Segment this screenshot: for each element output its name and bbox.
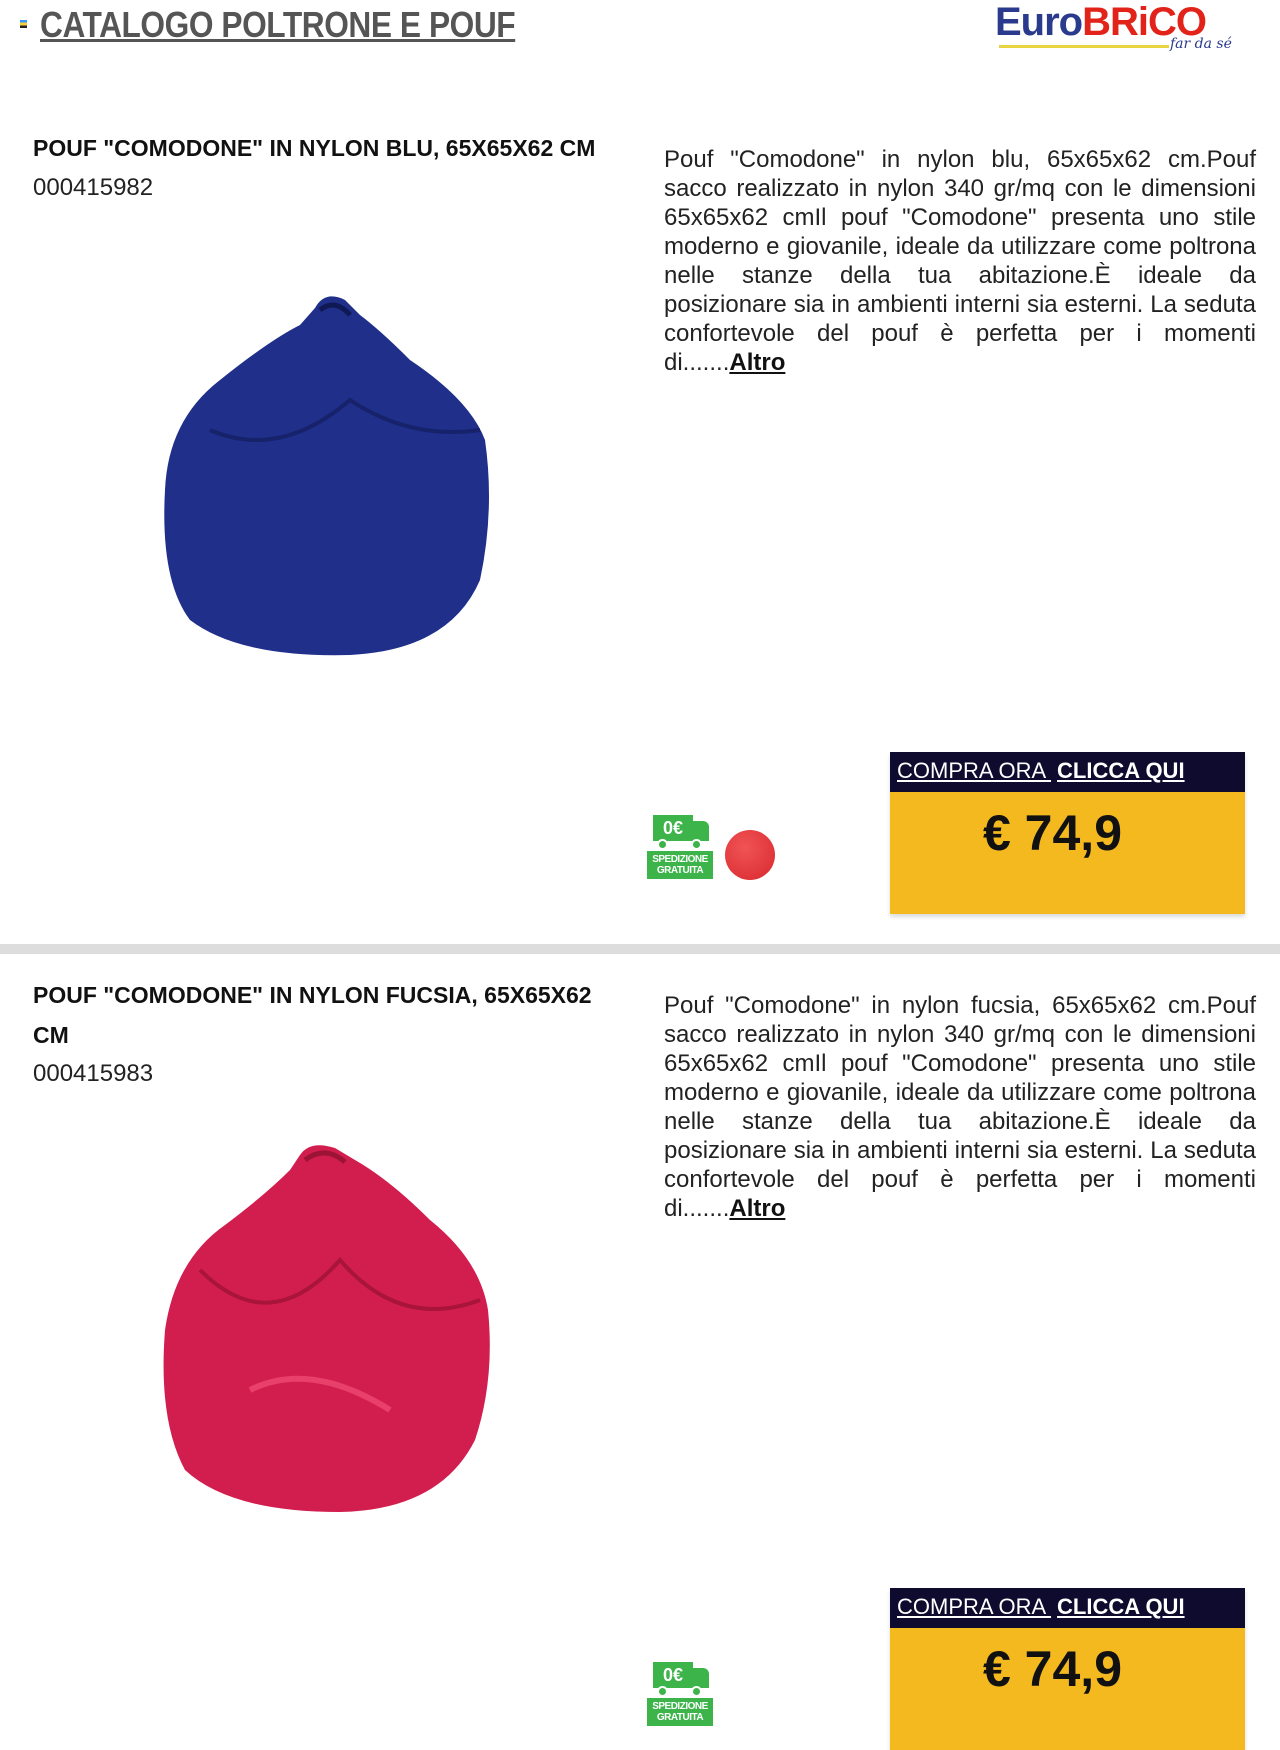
product-title: POUF "COMODONE" IN NYLON BLU, 65X65X62 CM (33, 135, 596, 161)
logo-euro: Euro (995, 0, 1083, 44)
ship-label: SPEDIZIONE GRATUITA (647, 851, 713, 879)
color-marker (20, 20, 27, 28)
product-code: 000415982 (33, 174, 154, 201)
more-link[interactable]: Altro (729, 349, 786, 376)
more-link[interactable]: Altro (729, 1195, 786, 1222)
page-title[interactable]: CATALOGO POLTRONE E POUF (40, 4, 516, 45)
logo-tagline: far da sé (1170, 36, 1232, 52)
price: € 74,9 (982, 1641, 1122, 1697)
buy-label[interactable]: COMPRA ORA (897, 758, 1052, 783)
logo-underline (999, 45, 1169, 48)
buy-label[interactable]: COMPRA ORA (897, 1594, 1052, 1619)
free-shipping-badge (647, 1660, 713, 1728)
ship-price: 0€ (653, 815, 693, 841)
buy-bar[interactable] (890, 752, 1245, 792)
buy-link[interactable]: CLICCA QUI (1057, 1594, 1185, 1619)
buy-bar[interactable] (890, 1588, 1245, 1628)
truck-icon (647, 1660, 713, 1698)
eurobrico-logo[interactable] (995, 0, 1245, 58)
price: € 74,9 (982, 805, 1122, 861)
product-description (664, 145, 1256, 377)
description-text: Pouf "Comodone" in nylon fucsia, 65x65x62 cm.Pouf sacco realizzato in nylon 340 gr/mq con le dimensioni 65x65x62 cmIl pouf "Comodone" presenta uno stile moderno e giovanile, ideale da utilizzare come poltrona nelle stanze della tua abitazione.È ideale da posizionare sia in ambienti interni sia esterni. La seduta confortevole del pouf è perfetta per i momenti di....... (664, 992, 1256, 1222)
truck-icon (647, 813, 713, 851)
product-image-blue-pouf (150, 290, 555, 670)
buy-box[interactable] (890, 1588, 1245, 1750)
ship-label: SPEDIZIONE GRATUITA (647, 1698, 713, 1726)
product-description (664, 991, 1256, 1223)
logo-brico: BRiCO (1082, 0, 1207, 44)
buy-box[interactable] (890, 752, 1245, 914)
divider (0, 944, 1280, 954)
ship-price: 0€ (653, 1662, 693, 1688)
color-swatch-red[interactable] (725, 830, 775, 880)
buy-link[interactable]: CLICCA QUI (1057, 758, 1185, 783)
product-title: POUF "COMODONE" IN NYLON FUCSIA, 65X65X62 CM (33, 982, 592, 1048)
product-code: 000415983 (33, 1060, 154, 1087)
free-shipping-badge (647, 813, 713, 881)
product-image-fuchsia-pouf (150, 1140, 555, 1525)
description-text: Pouf "Comodone" in nylon blu, 65x65x62 cm.Pouf sacco realizzato in nylon 340 gr/mq con le dimensioni 65x65x62 cmIl pouf "Comodone" presenta uno stile moderno e giovanile, ideale da utilizzare come poltrona nelle stanze della tua abitazione.È ideale da posizionare sia in ambienti interni sia esterni. La seduta confortevole del pouf è perfetta per i momenti di....... (664, 146, 1256, 376)
